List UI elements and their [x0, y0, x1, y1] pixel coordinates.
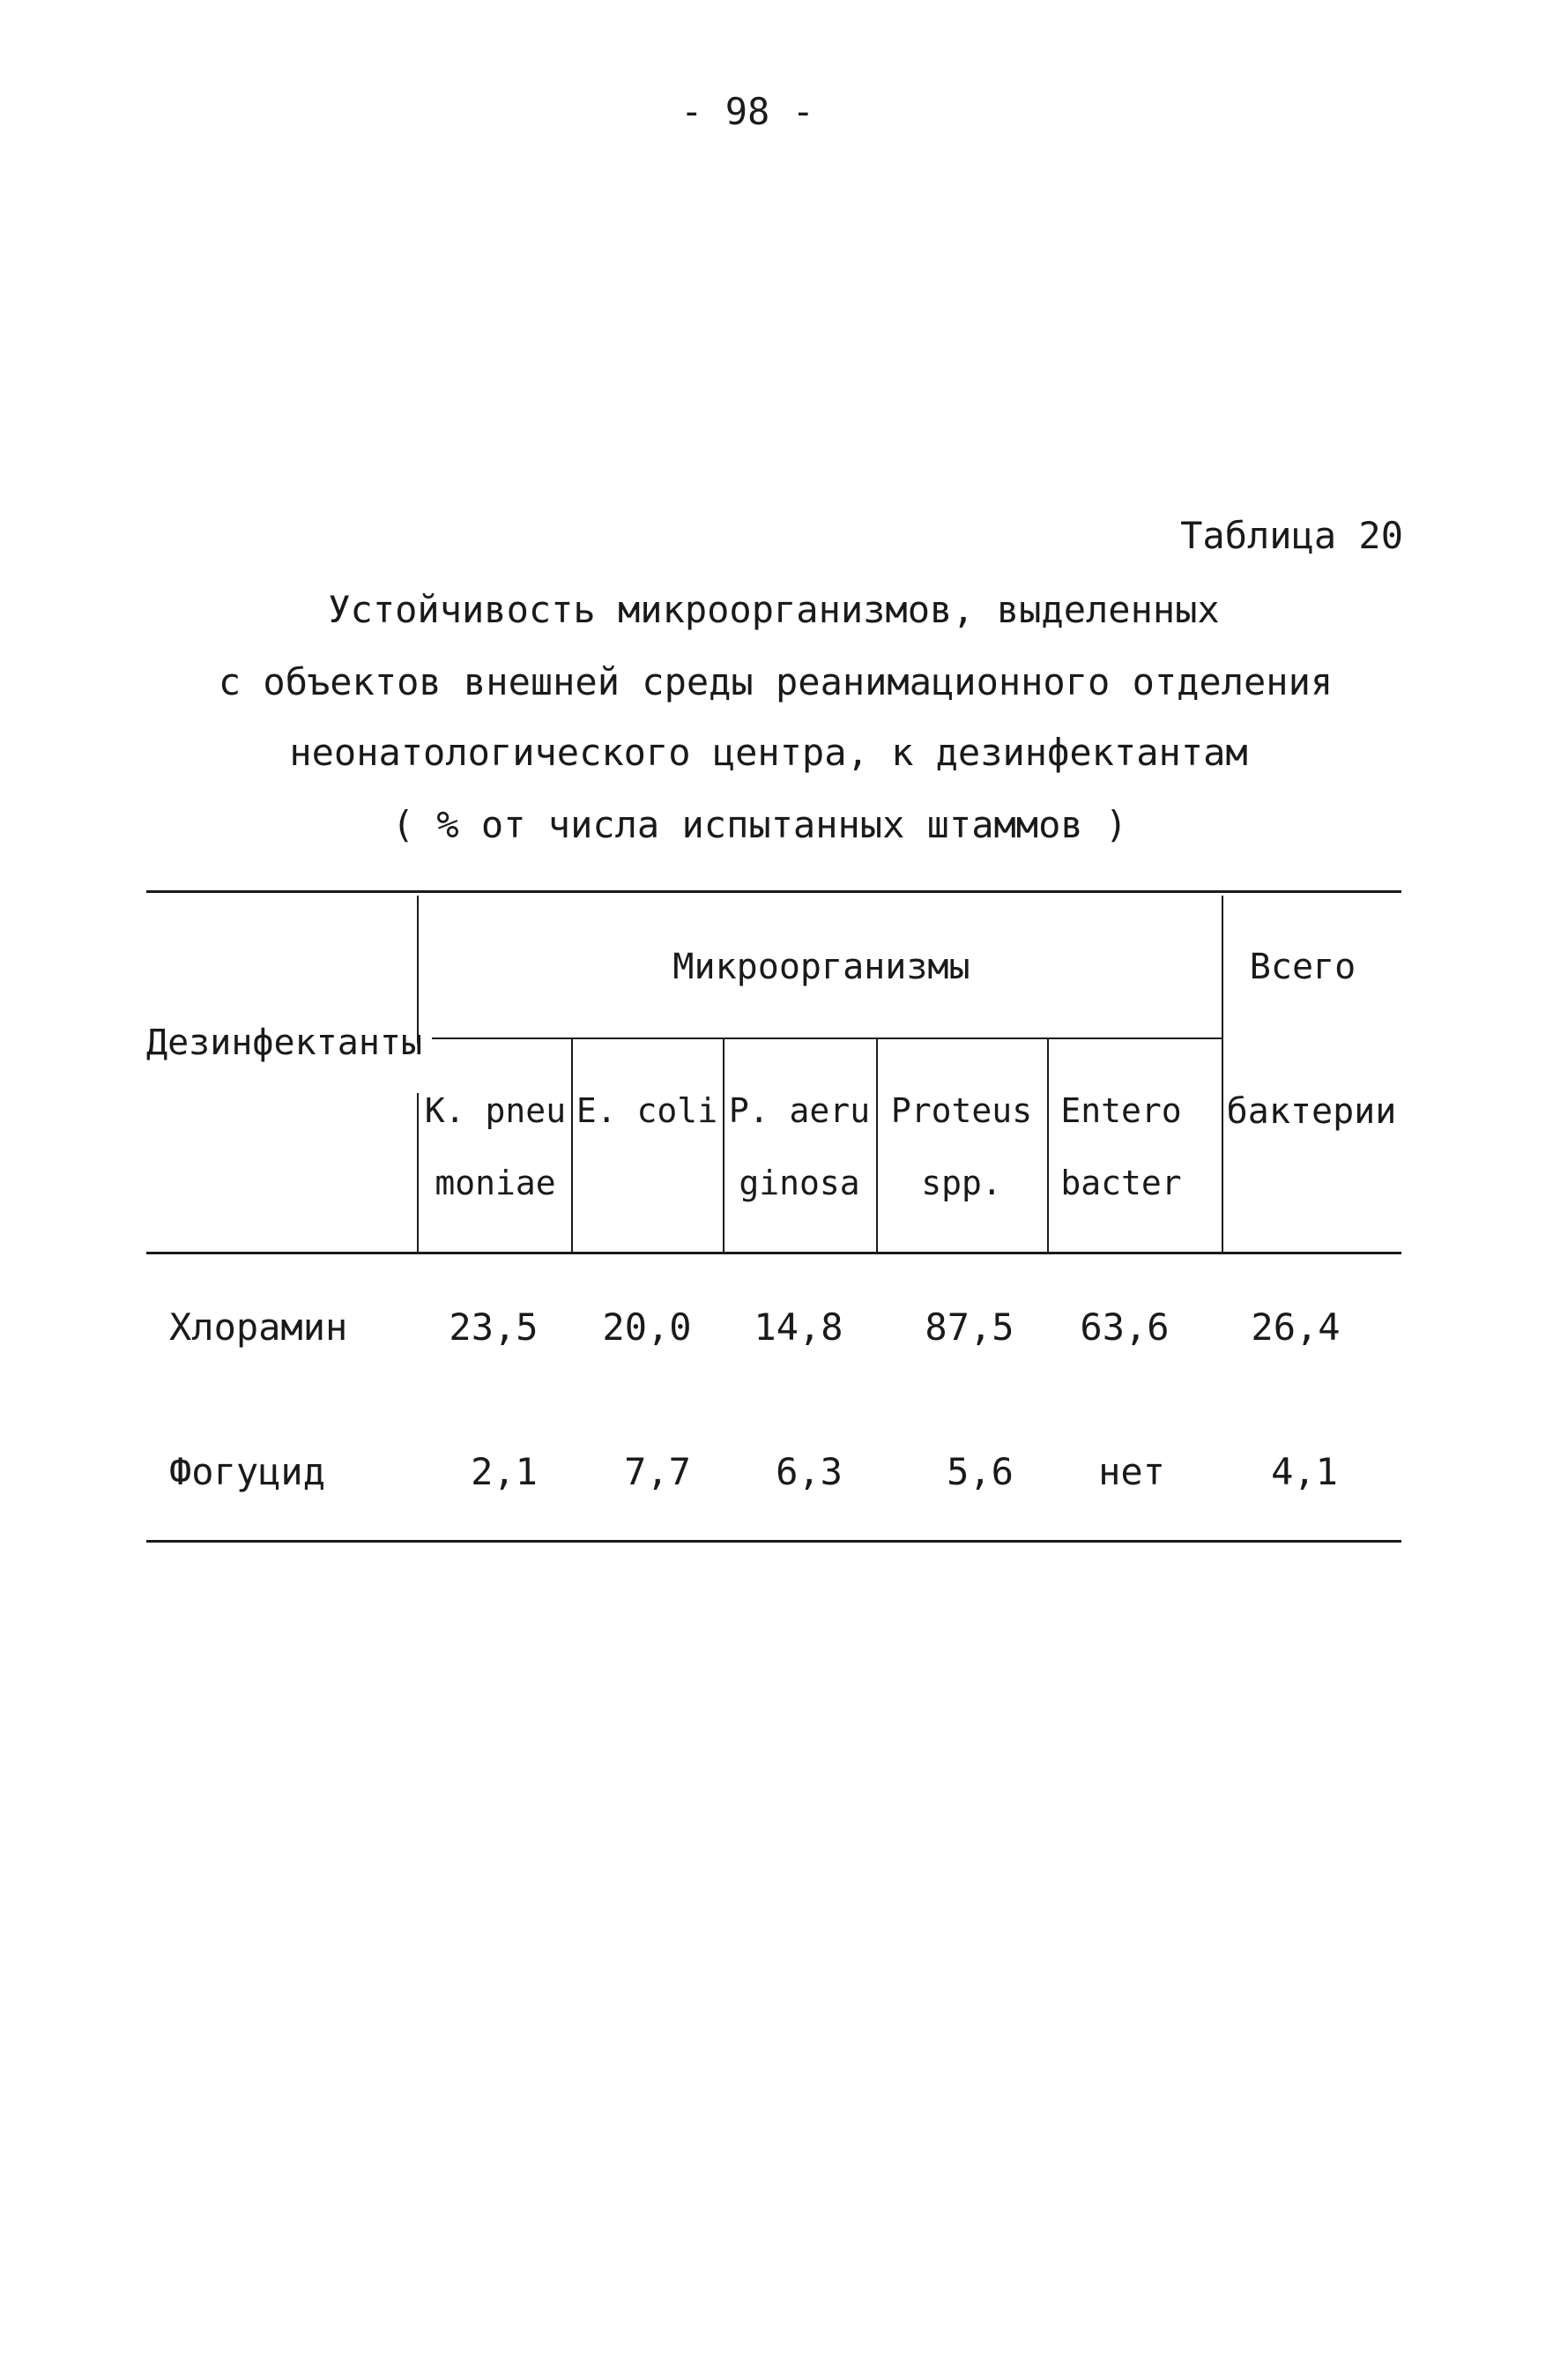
- column-header-2-line-1: E. coli: [576, 1091, 718, 1130]
- column-separator-3: [876, 1038, 878, 1252]
- column-header-3-line-1: P. aeru: [728, 1091, 871, 1130]
- total-column-separator: [1222, 896, 1223, 1252]
- row-1-name: Хлорамин: [169, 1305, 348, 1349]
- column-header-4-line-2: spp.: [921, 1164, 1002, 1202]
- row-2-value-1: 2,1: [471, 1450, 538, 1493]
- row-1-value-4: 87,5: [925, 1305, 1014, 1349]
- row-1-value-2: 20,0: [602, 1305, 692, 1349]
- group-header: Микроорганизмы: [672, 947, 970, 987]
- row-2-value-total: 4,1: [1271, 1450, 1338, 1493]
- column-header-4-line-1: Proteus: [890, 1091, 1033, 1130]
- row-2-name: Фогуцид: [169, 1450, 326, 1493]
- column-separator-2: [723, 1038, 724, 1252]
- column-header-3-line-2: ginosa: [739, 1164, 860, 1202]
- page-number: - 98 -: [680, 90, 814, 133]
- total-header-line-1: Всего: [1249, 947, 1356, 987]
- table-top-rule: [146, 890, 1401, 893]
- row-2-value-4: 5,6: [947, 1450, 1014, 1493]
- column-separator-4: [1047, 1038, 1049, 1252]
- title-line-1: Устойчивость микроорганизмов, выделенных: [328, 588, 1220, 631]
- row-1-value-3: 14,8: [754, 1305, 843, 1349]
- total-header-line-2: бактерии: [1226, 1091, 1397, 1132]
- row-1-value-5: 63,6: [1080, 1305, 1170, 1349]
- table-bottom-rule: [146, 1540, 1401, 1543]
- row-1-value-total: 26,4: [1251, 1305, 1341, 1349]
- row-header-separator-upper: [417, 896, 419, 1044]
- row-header: Дезинфектанты: [146, 1023, 423, 1063]
- column-header-1-line-2: moniae: [435, 1164, 556, 1202]
- row-2-value-2: 7,7: [624, 1450, 691, 1493]
- row-1-value-1: 23,5: [449, 1305, 539, 1349]
- column-header-5-line-2: bacter: [1060, 1164, 1182, 1202]
- group-sub-rule: [432, 1038, 1223, 1039]
- column-header-5-line-1: Entero: [1060, 1091, 1182, 1130]
- table-label: Таблица 20: [1180, 514, 1403, 557]
- row-2-value-5: нет: [1098, 1450, 1165, 1493]
- column-separator-1: [571, 1038, 573, 1252]
- row-header-separator-lower: [417, 1093, 419, 1252]
- title-line-3: неонатологического центра, к дезинфектантам: [289, 731, 1248, 774]
- title-line-2: с объектов внешней среды реанимационного отделения: [218, 660, 1334, 703]
- header-bottom-rule: [146, 1252, 1401, 1254]
- title-line-4: ( % от числа испытанных штаммов ): [391, 803, 1128, 846]
- column-header-1-line-1: K. pneu: [424, 1091, 567, 1130]
- row-2-value-3: 6,3: [776, 1450, 843, 1493]
